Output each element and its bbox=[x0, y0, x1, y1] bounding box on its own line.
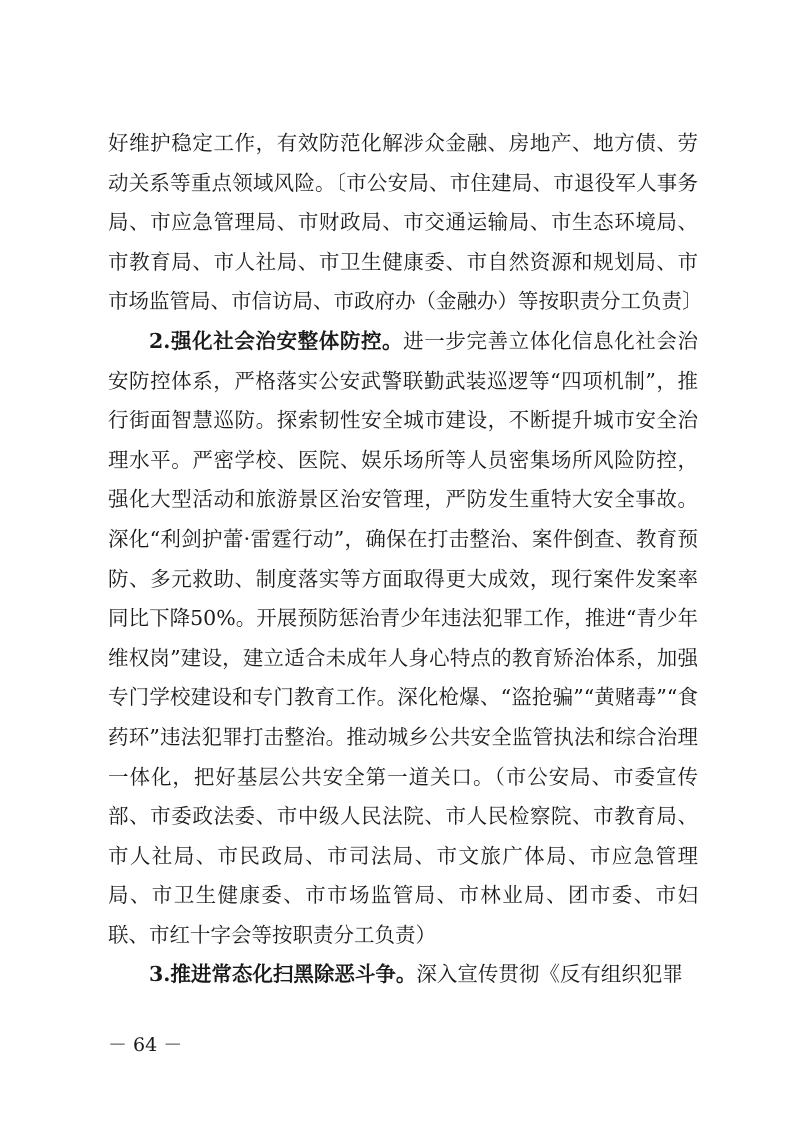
page-number: － 64 － bbox=[108, 1034, 183, 1056]
paragraph-text: 进一步完善立体化信息化社会治安防控体系，严格落实公安武警联勤武装巡逻等“四项机制”，推行街面智慧巡防。探索韧性安全城市建设，不断提升城市安全治理水平。严密学校、医院、娱乐场所等人员密集场所风险防控，强化大型活动和旅游景区治安管理，严防发生重特大安全事故。深化“利剑护蕾·雷霆行动”，确保在打击整治、案件倒查、教育预防、多元救助、制度落实等方面取得更大成效，现行案件发案率同比下降50%。开展预防惩治青少年违法犯罪工作，推进“青少年维权岗”建设，建立适合未成年人身心特点的教育矫治体系，加强专门学校建设和专门教育工作。深化枪爆、“盗抢骗”“黄赌毒”“食药环”违法犯罪打击整治。推动城乡公共安全监管执法和综合治理一体化，把好基层公共安全第一道关口。（市公安局、市委宣传部、市委政法委、市中级人民法院、市人民检察院、市教育局、市人社局、市民政局、市司法局、市文旅广体局、市应急管理局、市卫生健康委、市市场监管局、市林业局、团市委、市妇联、市红十字会等按职责分工负责） bbox=[108, 328, 699, 947]
paragraph-text: 深入宣传贯彻《反有组织犯罪 bbox=[416, 962, 683, 987]
paragraph-social-security bbox=[108, 322, 698, 956]
body-text bbox=[108, 124, 703, 995]
section-heading: 3.推进常态化扫黑除恶斗争。 bbox=[149, 962, 417, 987]
paragraph-text: 好维护稳定工作，有效防范化解涉众金融、房地产、地方债、劳动关系等重点领域风险。〔市公安局、市住建局、市退役军人事务局、市应急管理局、市财政局、市交通运输局、市生态环境局、市教育局、市人社局、市卫生健康委、市自然资源和规划局、市市场监管局、市信访局、市政府办（金融办）等按职责分工负责〕 bbox=[108, 131, 703, 314]
paragraph-anti-crime bbox=[108, 955, 698, 995]
paragraph-continuation bbox=[108, 124, 703, 322]
section-heading: 2.强化社会治安整体防控。 bbox=[149, 328, 404, 353]
